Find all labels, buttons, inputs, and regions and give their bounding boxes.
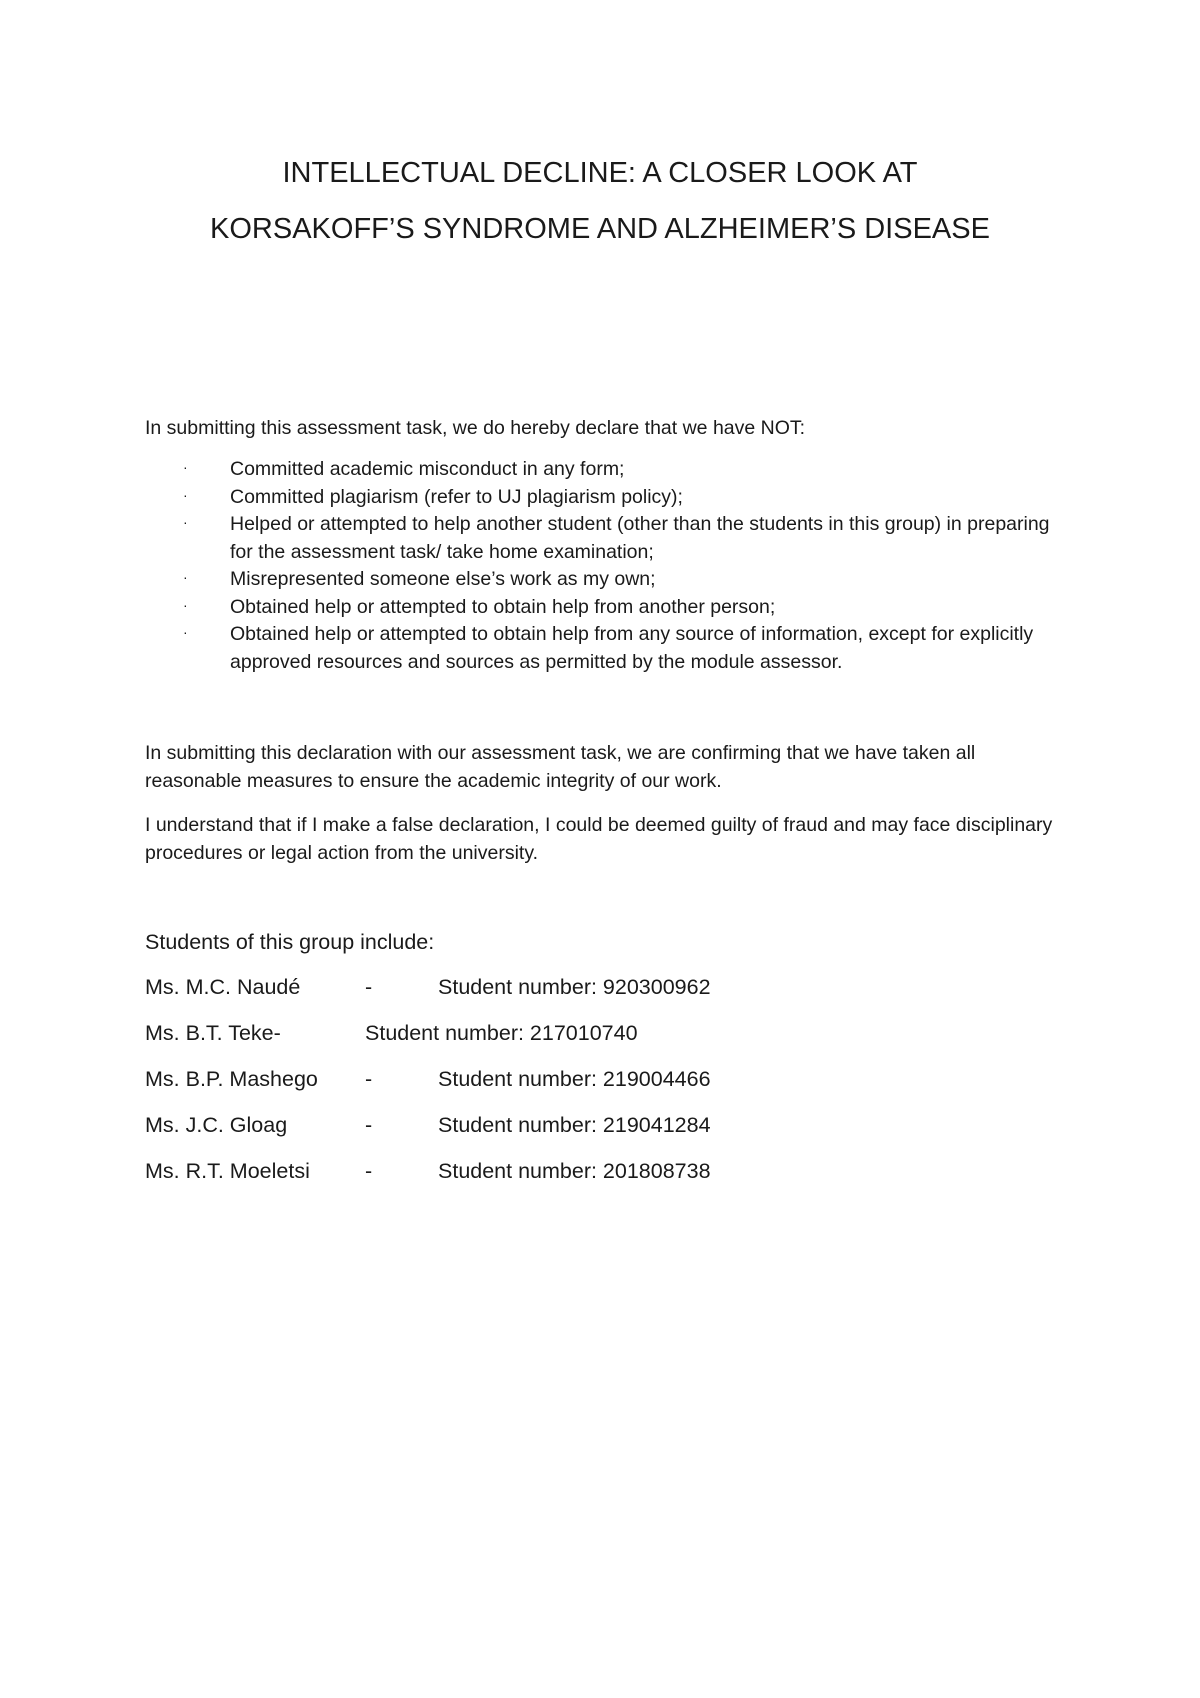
bullet-glyph: ·: [183, 459, 188, 475]
student-number: Student number: 920300962: [438, 975, 711, 999]
declaration-item: · Obtained help or attempted to obtain help from another person;: [145, 594, 1075, 622]
bullet-glyph: ·: [183, 486, 188, 503]
declaration-item: · Helped or attempted to help another student (other than the students in this group) in preparing for the assessment task/ take home examination;: [145, 511, 1075, 566]
student-row: [145, 1064, 1045, 1110]
student-name: Ms. B.P. Mashego: [145, 1067, 318, 1091]
student-row: [145, 972, 1045, 1018]
student-row: [145, 1110, 1045, 1156]
declaration-item: · Committed plagiarism (refer to UJ plagiarism policy);: [145, 484, 1075, 512]
title-line-2: KORSAKOFF’S SYNDROME AND ALZHEIMER’S DISEASE: [210, 213, 990, 245]
student-number: Student number: 219004466: [438, 1067, 711, 1091]
student-name: Ms. J.C. Gloag: [145, 1113, 288, 1137]
declaration-item: · Misrepresented someone else’s work as my own;: [145, 566, 1075, 594]
declaration-intro: In submitting this assessment task, we do hereby declare that we have NOT:: [145, 417, 806, 439]
students-list: [145, 972, 1045, 1202]
student-row: [145, 1156, 1045, 1202]
separator-dash: -: [365, 975, 373, 999]
student-row: [145, 1018, 1045, 1064]
separator-dash: -: [365, 1159, 373, 1183]
confirmation-paragraph: In submitting this declaration with our assessment task, we are confirming that we have taken all reasonable measures to ensure the academic integrity of our work.: [145, 742, 976, 792]
bullet-glyph: ·: [183, 624, 188, 640]
understanding-paragraph: I understand that if I make a false declaration, I could be deemed guilty of fraud and may face disciplinary procedures or legal action from the university.: [145, 814, 1053, 864]
students-heading: Students of this group include:: [145, 930, 435, 954]
declaration-item: · Committed academic misconduct in any form;: [145, 456, 1075, 484]
bullet-glyph: ·: [183, 569, 188, 585]
title-line-1: INTELLECTUAL DECLINE: A CLOSER LOOK AT: [282, 157, 918, 189]
student-name: Ms. B.T. Teke-: [145, 1021, 281, 1045]
student-number: Student number: 217010740: [365, 1021, 638, 1045]
student-number: Student number: 219041284: [438, 1113, 711, 1137]
declaration-list: [145, 456, 1075, 676]
student-name: Ms. M.C. Naudé: [145, 975, 301, 999]
document-title: [0, 145, 1200, 257]
student-name: Ms. R.T. Moeletsi: [145, 1159, 310, 1183]
bullet-glyph: ·: [183, 514, 188, 530]
separator-dash: -: [365, 1113, 373, 1137]
declaration-item: · Obtained help or attempted to obtain help from any source of information, except for explicitly approved resources and sources as permitted by the module assessor.: [145, 621, 1075, 676]
bullet-glyph: ·: [183, 596, 188, 613]
separator-dash: -: [365, 1067, 373, 1091]
student-number: Student number: 201808738: [438, 1159, 711, 1183]
